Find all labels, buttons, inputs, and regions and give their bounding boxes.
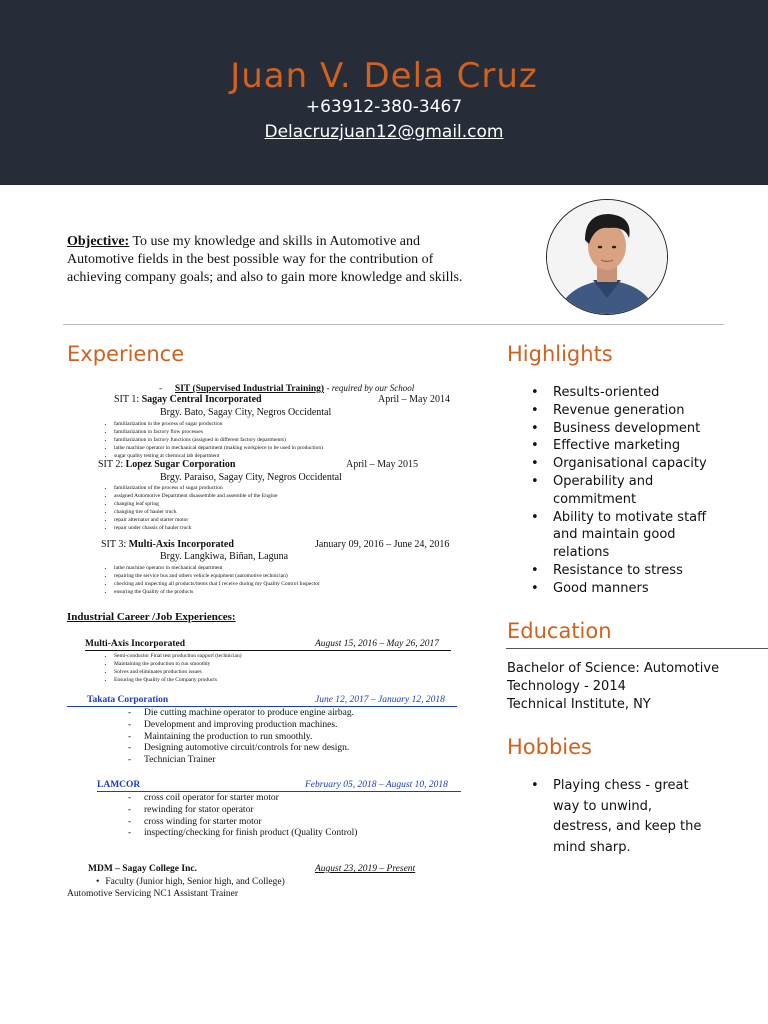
job3-list [128, 793, 357, 840]
list-item: • Operability and commitment [531, 473, 673, 509]
list-item: • Effective marketing [531, 437, 731, 455]
sit3-date: January 09, 2016 – June 24, 2016 [315, 539, 450, 550]
education-divider [506, 648, 768, 649]
sit2-list [96, 484, 277, 532]
sit3-title [101, 539, 234, 550]
list-item: - Die cutting machine operator to produce engine airbag. [128, 708, 354, 720]
job4-item: • Faculty (Junior high, Senior high, and College) [96, 877, 285, 887]
list-item: • changing leaf spring [114, 500, 277, 508]
job2-list [128, 708, 354, 767]
sit3-list [96, 564, 320, 596]
hobbies-list [531, 776, 711, 858]
list-item: • Good manners [531, 580, 731, 598]
sit2-company: Lopez Sugar Corporation [125, 459, 236, 470]
hobbies-heading: Hobbies [507, 735, 592, 759]
list-item: • sugar quality testing at chemical lab department [114, 452, 323, 460]
job1-date: August 15, 2016 – May 26, 2017 [315, 639, 440, 649]
phone-number: +63912-380-3467 [305, 97, 463, 117]
objective-paragraph [67, 233, 487, 287]
highlights-list [531, 384, 731, 598]
sit2-date: April – May 2015 [346, 459, 418, 470]
job1-list [96, 652, 242, 684]
list-item: • Maintaining the production to run smoothly [114, 660, 242, 668]
sit1-date: April – May 2014 [378, 394, 450, 405]
list-item: • lathe machine operator in mechanical department (making workpiece to be used in production) [114, 444, 323, 452]
list-item: • checking and inspecting all products/items that I receive during my Quality Control Inspector [114, 580, 320, 588]
job1-underline [85, 650, 451, 651]
sit3-location: Brgy. Langkiwa, Biñan, Laguna [160, 551, 289, 562]
sit2-prefix: SIT 2: [98, 459, 124, 470]
list-item: - Technician Trainer [128, 755, 354, 767]
list-item: - Maintaining the production to run smoothly. [128, 732, 354, 744]
list-item: - Designing automotive circuit/controls for new design. [128, 743, 354, 755]
list-item: • familiarization in factory flow processes [114, 428, 323, 436]
sit3-company: Multi-Axis Incorporated [128, 539, 234, 550]
list-item: • Playing chess - great way to unwind, destress, and keep the mind sharp. [531, 776, 711, 858]
sit1-company: Sagay Central Incorporated [141, 394, 262, 405]
list-item: • ensuring the Quality of the products [114, 588, 320, 596]
sit-header: SIT (Supervised Industrial Training) [174, 384, 325, 394]
sit1-title [114, 394, 262, 405]
sit2-title [98, 459, 235, 470]
job3-date: February 05, 2018 – August 10, 2018 [305, 780, 448, 790]
list-item: - cross winding for starter motor [128, 817, 357, 829]
list-item: - cross coil operator for starter motor [128, 793, 357, 805]
list-item: • familiarization in the process of sugar production [114, 420, 323, 428]
sit-header-line [159, 383, 414, 394]
objective-text: To use my knowledge and skills in Automotive and Automotive fields in the best possible way for the contribution of achieving company goals; and also to gain more knowledge and skills. [67, 234, 463, 285]
job4-company: MDM – Sagay College Inc. [88, 864, 197, 874]
job2-underline [67, 706, 457, 707]
education-heading: Education [507, 619, 612, 643]
job3-company[interactable]: LAMCOR [97, 780, 141, 790]
list-item: • Organisational capacity [531, 455, 731, 473]
list-item: • Ensuring the Quality of the Company products [114, 676, 242, 684]
list-item: • Results-oriented [531, 384, 731, 402]
list-item: Faculty (Junior high, Senior high, and College) [105, 877, 285, 887]
list-item: • repair alternator and starter motor [114, 516, 277, 524]
highlights-heading: Highlights [507, 342, 613, 366]
list-item: • repair under chassis of hauler truck [114, 524, 277, 532]
email-link[interactable]: Delacruzjuan12@gmail.com [264, 122, 504, 142]
section-divider [63, 324, 724, 325]
list-item: • Revenue generation [531, 402, 731, 420]
list-item: • Ability to motivate staff and maintain good relations [531, 509, 713, 562]
list-item: - inspecting/checking for finish product (Quality Control) [128, 828, 357, 840]
education-degree: Bachelor of Science: Automotive Technology - 2014 [507, 661, 720, 694]
sit1-location: Brgy. Bato, Sagay City, Negros Occidental [160, 407, 332, 418]
list-item: - Development and improving production machines. [128, 720, 354, 732]
sit-note: - required by our School [326, 383, 415, 393]
job1-company: Multi-Axis Incorporated [85, 639, 186, 649]
experience-heading: Experience [67, 342, 185, 366]
sit1-list [96, 420, 323, 460]
objective-label: Objective: [67, 234, 130, 249]
sit3-prefix: SIT 3: [101, 539, 127, 550]
list-item: • Business development [531, 420, 731, 438]
job4-date: August 23, 2019 – Present [315, 864, 416, 874]
list-item: • lathe machine operator in mechanical department [114, 564, 320, 572]
job2-company[interactable]: Takata Corporation [87, 695, 169, 705]
sit2-location: Brgy. Paraiso, Sagay City, Negros Occidental [160, 472, 342, 483]
job2-date: June 12, 2017 – January 12, 2018 [315, 695, 445, 705]
list-item: • Solves and eliminates production issues [114, 668, 242, 676]
sit1-prefix: SIT 1: [114, 394, 140, 405]
list-item: • Semi-conductor Final test production support (technician) [114, 652, 242, 660]
list-item: • familiarization of the process of sugar production [114, 484, 277, 492]
job3-underline [97, 791, 461, 792]
header-banner [0, 0, 768, 185]
list-item: • changing tire of hauler truck [114, 508, 277, 516]
sit-dash: - [159, 384, 163, 394]
list-item: • Resistance to stress [531, 562, 731, 580]
list-item: • repairing the service bus and others vehicle equipment (automotive technician) [114, 572, 320, 580]
education-school: Technical Institute, NY [507, 697, 651, 712]
person-name: Juan V. Dela Cruz [230, 56, 538, 96]
list-item: • familiarization in factory functions (assigned in different factory departments) [114, 436, 323, 444]
job4-extra: Automotive Servicing NC1 Assistant Trainer [67, 889, 238, 899]
profile-photo [546, 199, 668, 315]
list-item: • assigned Automotive Department disassemble and assemble of the Engine [114, 492, 277, 500]
person-photo-icon [547, 200, 667, 314]
list-item: - rewinding for stator operator [128, 805, 357, 817]
career-heading: Industrial Career /Job Experiences: [67, 611, 236, 623]
education-block [507, 660, 747, 714]
